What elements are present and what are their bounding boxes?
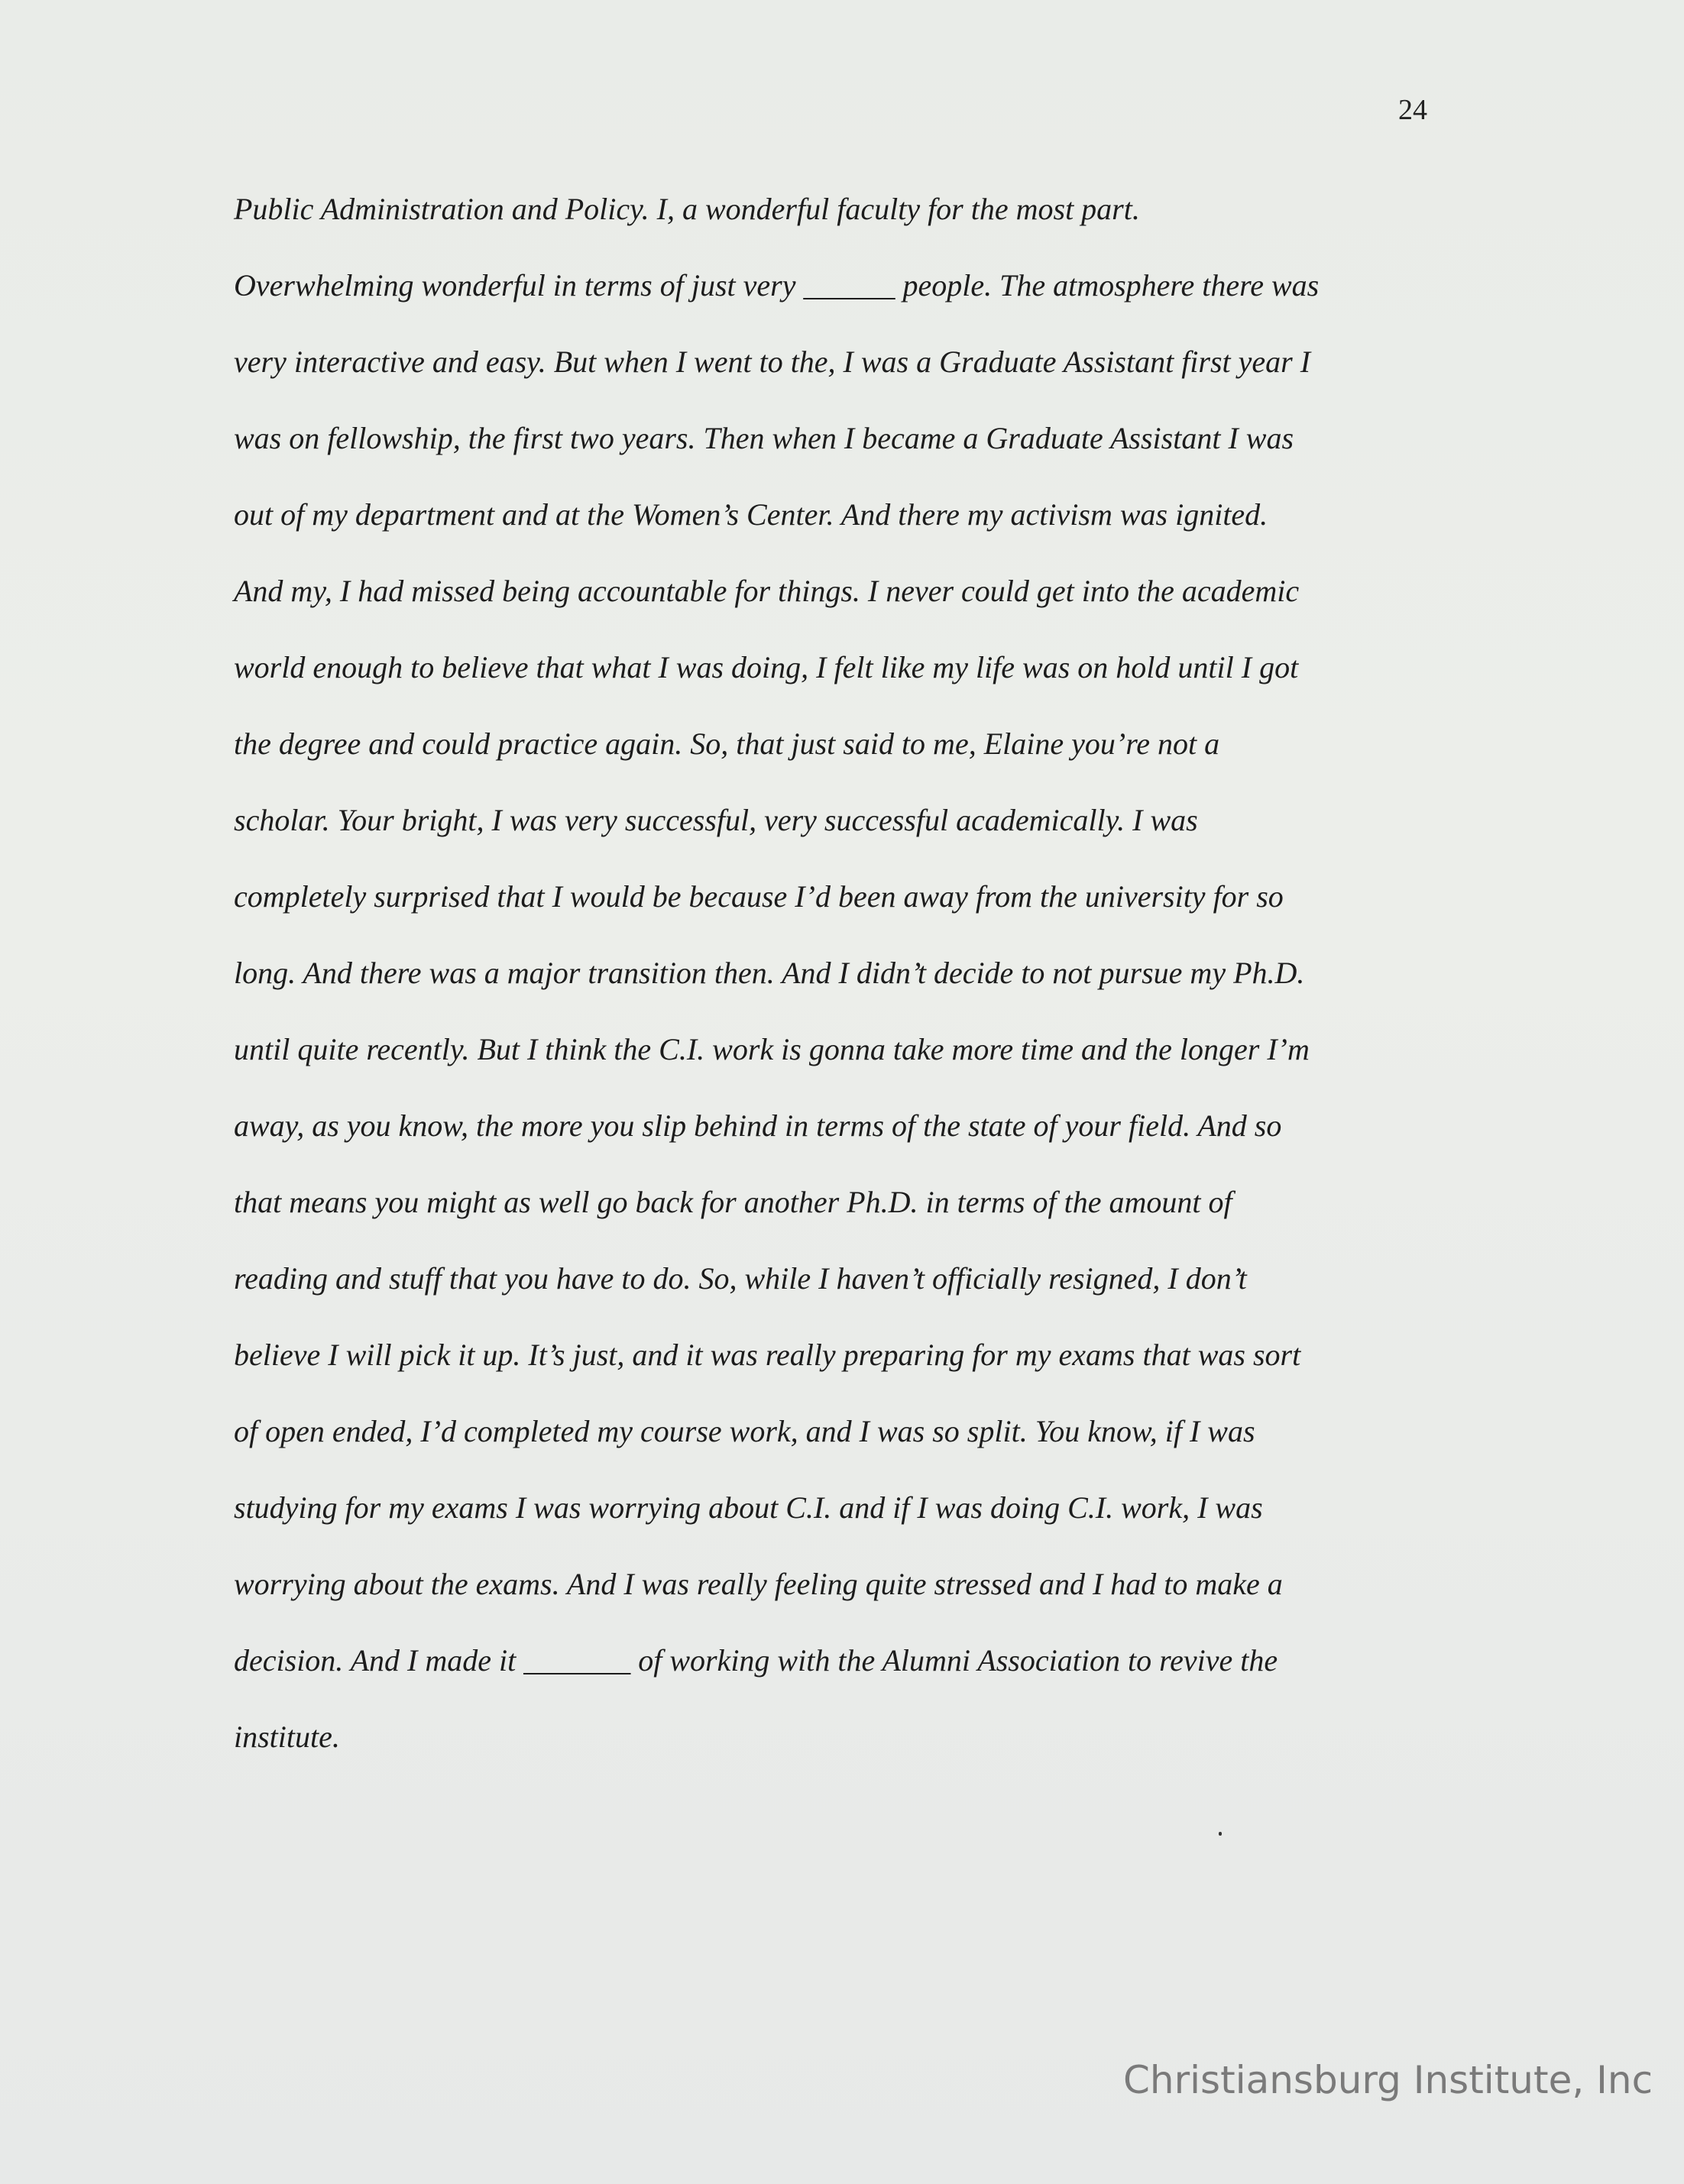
transcript-line: until quite recently. But I think the C.I. work is gonna take more time and the longer I’m (234, 1032, 1310, 1066)
transcript-line: out of my department and at the Women’s Center. And there my activism was ignited. (234, 497, 1268, 532)
transcript-line: Overwhelming wonderful in terms of just very ______ people. The atmosphere there was (234, 268, 1320, 303)
page-number: 24 (1398, 94, 1427, 126)
transcript-line: was on fellowship, the first two years. Then when I became a Graduate Assistant I was (234, 421, 1294, 455)
transcript-line: very interactive and easy. But when I went to the, I was a Graduate Assistant first year I (234, 345, 1311, 379)
transcript-line: institute. (234, 1720, 340, 1754)
transcript-line: scholar. Your bright, I was very successful, very successful academically. I was (234, 803, 1198, 837)
transcript-line: world enough to believe that what I was doing, I felt like my life was on hold until I got (234, 650, 1299, 684)
transcript-line: believe I will pick it up. It’s just, and it was really preparing for my exams that was sort (234, 1338, 1301, 1372)
paper-speck (1219, 1832, 1222, 1836)
transcript-line: away, as you know, the more you slip behind in terms of the state of your field. And so (234, 1108, 1282, 1143)
transcript-line: studying for my exams I was worrying about C.I. and if I was doing C.I. work, I was (234, 1490, 1263, 1525)
transcript-line: completely surprised that I would be because I’d been away from the university for so (234, 879, 1284, 914)
transcript-line: the degree and could practice again. So, that just said to me, Elaine you’re not a (234, 726, 1220, 761)
transcript-line: decision. And I made it _______ of working with the Alumni Association to revive the (234, 1643, 1278, 1678)
transcript-line: And my, I had missed being accountable for things. I never could get into the academic (234, 574, 1300, 608)
transcript-line: of open ended, I’d completed my course work, and I was so split. You know, if I was (234, 1414, 1255, 1448)
watermark: Christiansburg Institute, Inc (1123, 2058, 1653, 2102)
transcript-line: that means you might as well go back for another Ph.D. in terms of the amount of (234, 1185, 1232, 1219)
transcript-line: reading and stuff that you have to do. So, while I haven’t officially resigned, I don’t (234, 1261, 1247, 1296)
transcript-line: worrying about the exams. And I was really feeling quite stressed and I had to make a (234, 1567, 1283, 1601)
transcript-line: long. And there was a major transition then. And I didn’t decide to not pursue my Ph.D. (234, 956, 1305, 990)
transcript-line: Public Administration and Policy. I, a wonderful faculty for the most part. (234, 192, 1140, 226)
